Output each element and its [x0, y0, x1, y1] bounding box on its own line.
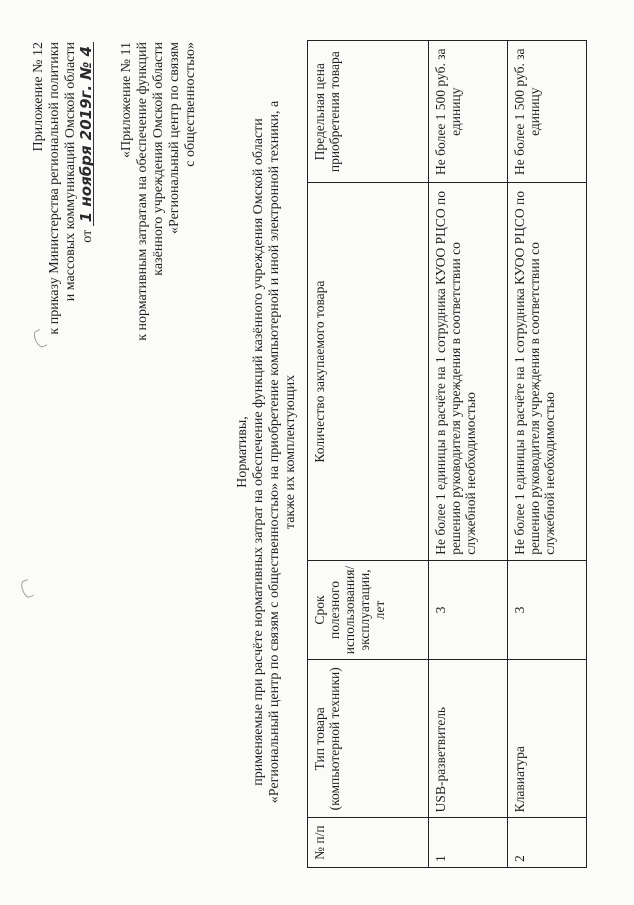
table-header-row [308, 41, 429, 868]
row-useful-life: 3 [508, 560, 587, 660]
header-price-limit: Предельная цена приобретения товара [308, 41, 429, 183]
date-prefix: от [80, 229, 95, 243]
prior-appendix-line-3: казённого учреждения Омской области [151, 42, 166, 276]
row-price-limit: Не более 1 500 руб. за единицу [508, 41, 587, 183]
document-title [235, 92, 299, 812]
header-useful-life: Срок полезного использования/ эксплуатации, лет [308, 560, 429, 660]
header-number: № п/п [308, 818, 429, 868]
handwritten-date-signature: 1 ноября 2019г. № 4 [79, 42, 94, 226]
row-product-type: USB-разветвитель [429, 660, 508, 818]
prior-appendix-line-5: с общественностью» [183, 42, 198, 167]
title-line-3: «Региональный центр по связям с общественностью» на приобретение компьютерной и иной электронной техники, а [267, 100, 282, 804]
header-product-type: Тип товара (компьютерной техники) [308, 660, 429, 818]
row-useful-life: 3 [429, 560, 508, 660]
table-row [429, 41, 508, 868]
title-line-4: также их комплектующих [283, 374, 298, 530]
table-row [508, 41, 587, 868]
title-line-2: применяемые при расчёте нормативных затрат на обеспечение функций казённого учреждения Омской области [251, 118, 266, 786]
row-product-type: Клавиатура [508, 660, 587, 818]
appendix-number: Приложение № 12 [31, 42, 46, 152]
prior-appendix-number: «Приложение № 11 [119, 42, 134, 158]
header-quantity: Количество закупаемого товара [308, 183, 429, 560]
rotated-document-page [7, 12, 627, 892]
prior-appendix-header [119, 42, 199, 372]
appendix-header [31, 42, 96, 402]
row-price-limit: Не более 1 500 руб. за единицу [429, 41, 508, 183]
appendix-date-line [79, 42, 96, 402]
row-quantity: Не более 1 единицы в расчёте на 1 сотрудника КУОО РЦСО по решению руководителя учреждения в соответствии со служебной необходимостью [508, 183, 587, 560]
row-quantity: Не более 1 единицы в расчёте на 1 сотрудника КУОО РЦСО по решению руководителя учреждения в соответствии со служебной необходимостью [429, 183, 508, 560]
norms-table [307, 40, 587, 868]
prior-appendix-line-4: «Региональный центр по связям [167, 42, 182, 235]
appendix-order-line: к приказу Министерства региональной политики [47, 42, 62, 335]
appendix-ministry-line: и массовых коммуникаций Омской области [63, 42, 78, 302]
row-number: 2 [508, 818, 587, 868]
title-heading: Нормативы, [235, 416, 250, 488]
row-number: 1 [429, 818, 508, 868]
prior-appendix-line-2: к нормативным затратам на обеспечение функций [135, 42, 150, 341]
